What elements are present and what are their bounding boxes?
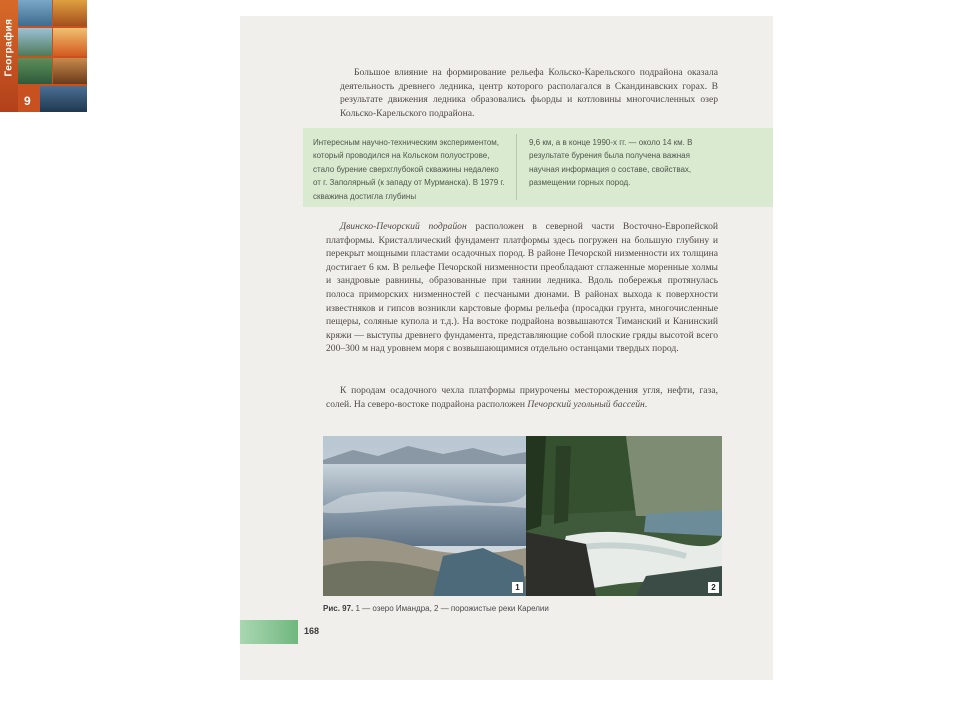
cover-image-tile — [53, 28, 87, 56]
lake-photo-image — [323, 436, 526, 596]
coal-basin-name: Печорский угольный бассейн — [527, 398, 645, 410]
cover-image-tile — [18, 28, 52, 56]
cover-grade: 9 — [24, 94, 31, 108]
cover-image-tile — [18, 0, 52, 26]
info-box-right-text: 9,6 км, а в конце 1990-х гг. — около 14 км. В результате бурения была получена важная научная информация о составе, свойствах, размещении горных пород. — [529, 138, 693, 188]
rapids-photo-image — [526, 436, 722, 596]
cover-image-tile — [53, 0, 87, 26]
figure-caption — [323, 604, 549, 613]
page-number: 168 — [304, 626, 320, 636]
caption-text: 1 — озеро Имандра, 2 — порожистые реки Карелии — [353, 604, 549, 613]
paragraph-body: расположен в северной части Восточно-Европейской платформы. Кристаллический фундамент платформы здесь погружен на большую глубину и перекрыт мощными пластами осадочных пород. В районе Печорской низменности их толщина достигает 6 км. В рельефе Печорской низменности преобладают сглаженные моренные холмы и зандровые равнины, образованные при таянии ледника. Вдоль побережья протянулась полоса приморских низменностей с песчаными дюнами. В районах выхода к поверхности известняков и гипсов возникли карстовые формы рельефа (просадки грунта, многочисленные пещеры, соляные купола и т.д.). На востоке подрайона возвышаются Тиманский и Канинский кряжи — выступы древнего фундамента, представляющие собой плоские гряды высотой всего 200–300 м над уровнем моря с возвышающимися отдельно останцами твердых пород. — [326, 221, 719, 355]
photo-number-2: 2 — [708, 582, 719, 593]
info-box-left-text: Интересным научно-техническим экспериментом, который проводился на Кольском полуострове, стало бурение сверхглубокой скважины недалеко от г. Заполярный (к западу от Мурманска). В 1979 г. скважина достигла глубины — [313, 138, 505, 201]
cover-image-tile — [18, 58, 52, 84]
paragraph-dvinsko-pechorsky — [326, 220, 718, 356]
photo-lake-imandra — [323, 436, 526, 596]
photo-karelia-rapids — [526, 436, 722, 596]
paragraph-deposits — [326, 384, 718, 411]
paragraph-body: К породам осадочного чехла платформы приурочены месторождения угля, нефти, газа, солей. На северо-востоке подрайона расположен — [326, 385, 718, 410]
page-footer-bar — [240, 620, 298, 644]
book-cover-thumbnail — [0, 0, 87, 112]
cover-title: География — [3, 18, 15, 77]
cover-image-tile — [40, 86, 87, 112]
paragraph-glacier: Большое влияние на формирование рельефа Кольско-Карельского подрайона оказала деятельность древнего ледника, центр которого располагался в Скандинавских горах. В результате движения ледника образовались фьорды и котловины многочисленных озер Кольско-Карельского подрайона. — [340, 67, 718, 119]
caption-label: Рис. 97. — [323, 604, 354, 613]
info-box-superdeep-borehole — [303, 128, 773, 207]
cover-image-tile — [53, 58, 87, 84]
subregion-name: Двинско-Печорский подрайон — [340, 221, 467, 232]
textbook-page — [240, 16, 773, 680]
paragraph-end: . — [644, 398, 648, 410]
photo-number-1: 1 — [512, 582, 523, 593]
info-box-divider — [516, 134, 517, 200]
